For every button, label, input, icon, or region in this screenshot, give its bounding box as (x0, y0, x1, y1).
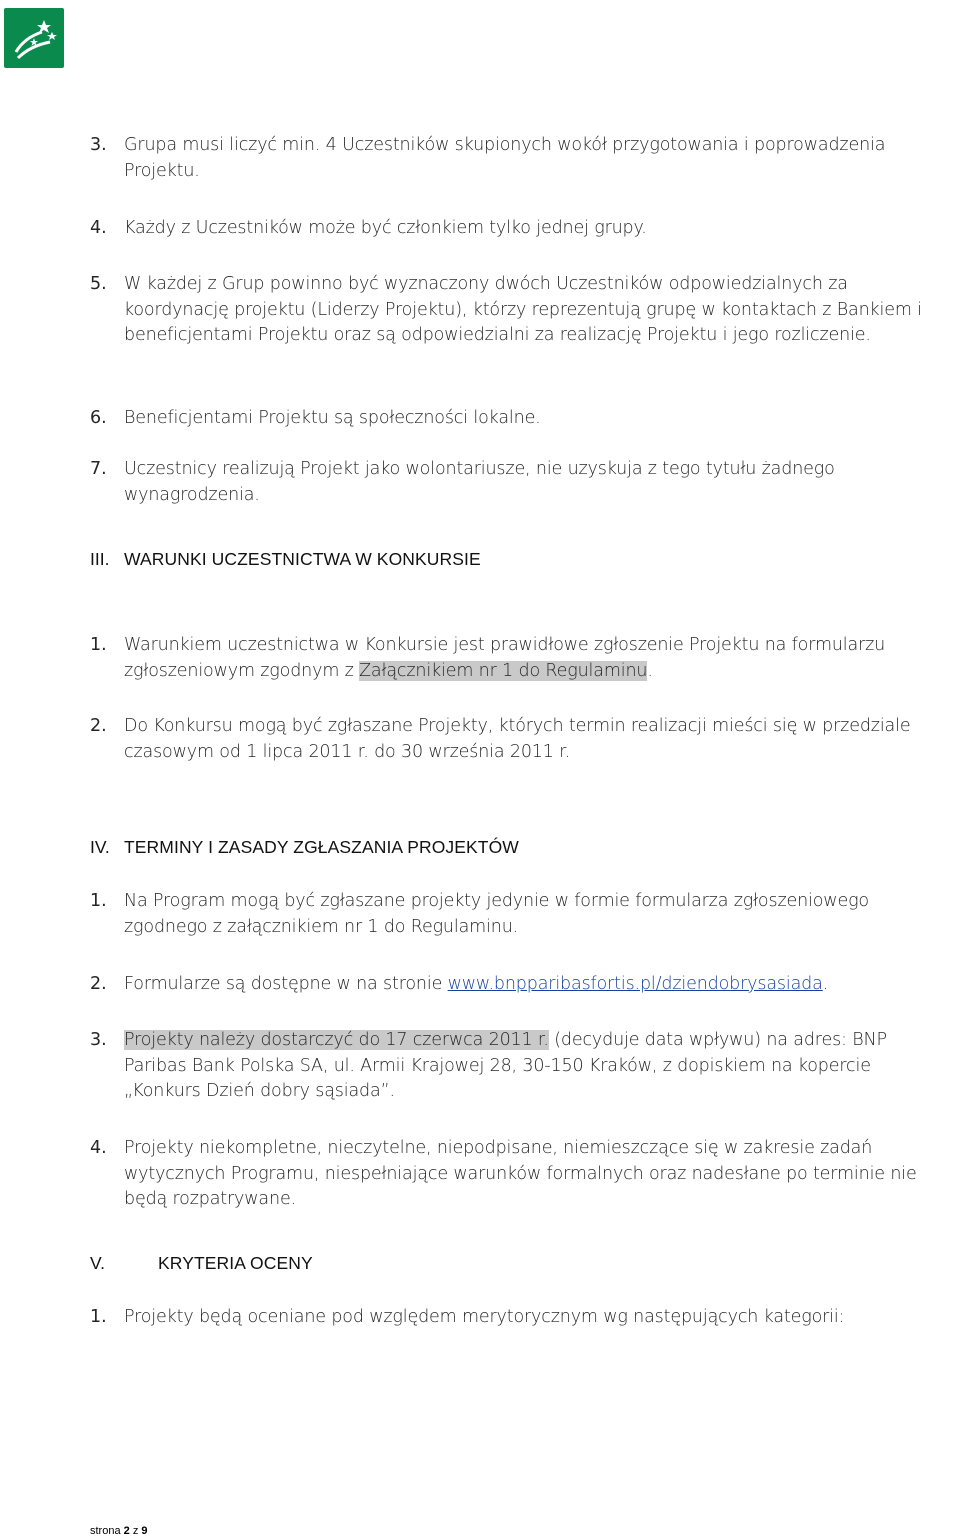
section-number: V. (90, 1253, 105, 1273)
list-number: 2. (90, 974, 107, 994)
bnp-stars-logo-icon (4, 8, 64, 68)
section-heading: TERMINY I ZASADY ZGŁASZANIA PROJEKTÓW (124, 837, 519, 857)
page-number: 2 (123, 1525, 130, 1537)
list-number: 4. (90, 218, 107, 238)
list-item-text: Projekty niekompletne, nieczytelne, niepodpisane, niemieszczące się w zakresie zadań wytycznych Programu, niespełniające warunków formalnych oraz nadesłane po terminie nie będą rozpatrywane. (124, 1138, 917, 1209)
list-item-text: Uczestnicy realizują Projekt jako wolontariusze, nie uzyskuja z tego tytułu żadnego wynagrodzenia. (124, 459, 835, 505)
list-number: 1. (90, 891, 107, 911)
list-item-text: Do Konkursu mogą być zgłaszane Projekty, których termin realizacji mieści się w przedziale czasowym od 1 lipca 2011 r. do 30 września 2011 r. (124, 716, 911, 762)
section-number: III. (90, 549, 110, 569)
highlighted-text: Załącznikiem nr 1 do Regulaminu (359, 660, 648, 681)
list-item-text: Na Program mogą być zgłaszane projekty jedynie w formie formularza zgłoszeniowego zgodnego z załącznikiem nr 1 do Regulaminu. (124, 891, 869, 937)
list-number: 1. (90, 635, 107, 655)
list-item-text: W każdej z Grup powinno być wyznaczony dwóch Uczestników odpowiedzialnych za koordynację projektu (Liderzy Projektu), którzy reprezentują grupę w kontaktach z Bankiem i beneficjentami Projektu oraz są odpowiedzialni za realizację Projektu i jego rozliczenie. (124, 274, 922, 345)
website-link[interactable]: www.bnpparibasfortis.pl/dziendobrysasiada (447, 974, 823, 994)
list-item-text: Warunkiem uczestnictwa w Konkursie jest prawidłowe zgłoszenie Projektu na formularzu zgłoszeniowym zgodnym z Załącznikiem nr 1 do Regulaminu. (124, 635, 886, 681)
page-footer: strona 2 z 9 (90, 1525, 148, 1537)
list-item-text: Formularze są dostępne w na stronie www.bnpparibasfortis.pl/dziendobrysasiada. (124, 974, 829, 994)
section-heading: WARUNKI UCZESTNICTWA W KONKURSIE (124, 549, 481, 569)
section-number: IV. (90, 837, 110, 857)
page-total: 9 (141, 1525, 148, 1537)
list-number: 1. (90, 1307, 107, 1327)
list-number: 7. (90, 459, 107, 479)
section-heading: KRYTERIA OCENY (158, 1253, 313, 1273)
list-number: 6. (90, 408, 107, 428)
highlighted-text: Projekty należy dostarczyć do 17 czerwca 2011 r. (124, 1030, 549, 1050)
list-item-text: Projekty należy dostarczyć do 17 czerwca 2011 r. (decyduje data wpływu) na adres: BNP Paribas Bank Polska SA, ul. Armii Krajowej 28, 30-150 Kraków, z dopiskiem na kopercie „Konkurs Dzień dobry sąsiada”. (124, 1030, 887, 1101)
bnp-logo (4, 8, 64, 68)
list-item-text: Grupa musi liczyć min. 4 Uczestników skupionych wokół przygotowania i poprowadzenia Projektu. (124, 135, 886, 181)
list-item-text: Każdy z Uczestników może być członkiem tylko jednej grupy. (124, 218, 647, 238)
list-number: 5. (90, 274, 107, 294)
list-number: 3. (90, 135, 107, 155)
list-number: 3. (90, 1030, 107, 1050)
list-item-text: Beneficjentami Projektu są społeczności lokalne. (124, 408, 541, 428)
list-item-text: Projekty będą oceniane pod względem merytorycznym wg następujących kategorii: (124, 1307, 845, 1327)
list-number: 2. (90, 716, 107, 736)
list-number: 4. (90, 1138, 107, 1158)
